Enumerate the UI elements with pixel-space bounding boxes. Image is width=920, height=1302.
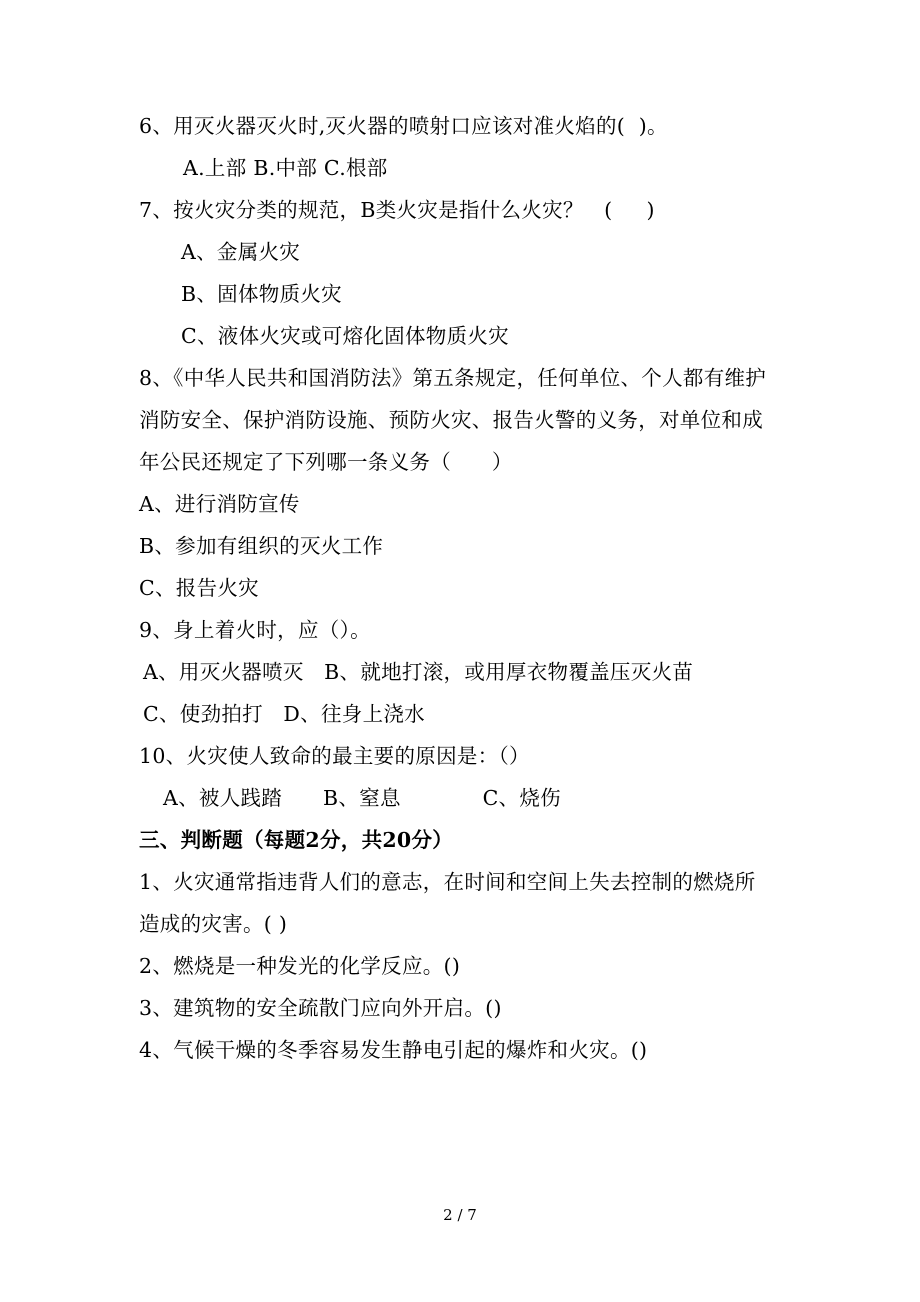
question-8-line-2: 消防安全、保护消防设施、预防火灾、报告火警的义务，对单位和成 — [139, 408, 763, 432]
question-8-line-3: 年公民还规定了下列哪一条义务（ ） — [139, 450, 513, 474]
question-8-option-b: B、参加有组织的灭火工作 — [139, 534, 384, 558]
section-3-heading: 三、判断题（每题2分，共20分） — [139, 828, 454, 852]
question-8-option-a: A、进行消防宣传 — [139, 492, 300, 516]
question-7-option-c: C、液体火灾或可熔化固体物质火灾 — [181, 324, 509, 348]
question-6: 6、用灭火器灭火时,灭火器的喷射口应该对准火焰的( )。 — [139, 114, 668, 138]
question-8-line-1: 8、《中华人民共和国消防法》第五条规定，任何单位、个人都有维护 — [139, 366, 767, 390]
judgment-1-line-1: 1、火灾通常指违背人们的意志，在时间和空间上失去控制的燃烧所 — [139, 870, 756, 894]
judgment-1-line-2: 造成的灾害。( ) — [139, 912, 288, 936]
question-9-options-ab: A、用灭火器喷灭 B、就地打滚，或用厚衣物覆盖压灭火苗 — [143, 660, 694, 684]
page-number: 2 / 7 — [443, 1206, 477, 1224]
question-9: 9、身上着火时，应（）。 — [139, 618, 371, 642]
question-7: 7、按火灾分类的规范，B类火灾是指什么火灾？ ( ) — [139, 198, 655, 222]
question-7-option-b: B、固体物质火灾 — [181, 282, 342, 306]
question-6-options: A.上部 B.中部 C.根部 — [183, 156, 388, 180]
judgment-3: 3、建筑物的安全疏散门应向外开启。() — [139, 996, 502, 1020]
question-7-option-a: A、金属火灾 — [181, 240, 301, 264]
question-9-options-cd: C、使劲拍打 D、往身上浇水 — [143, 702, 425, 726]
question-8-option-c: C、报告火灾 — [139, 576, 259, 600]
judgment-4: 4、气候干燥的冬季容易发生静电引起的爆炸和火灾。() — [139, 1038, 648, 1062]
question-10-options: A、被人践踏 B、窒息 C、烧伤 — [163, 786, 561, 810]
question-10: 10、火灾使人致命的最主要的原因是：（） — [139, 744, 530, 768]
judgment-2: 2、燃烧是一种发光的化学反应。() — [139, 954, 461, 978]
